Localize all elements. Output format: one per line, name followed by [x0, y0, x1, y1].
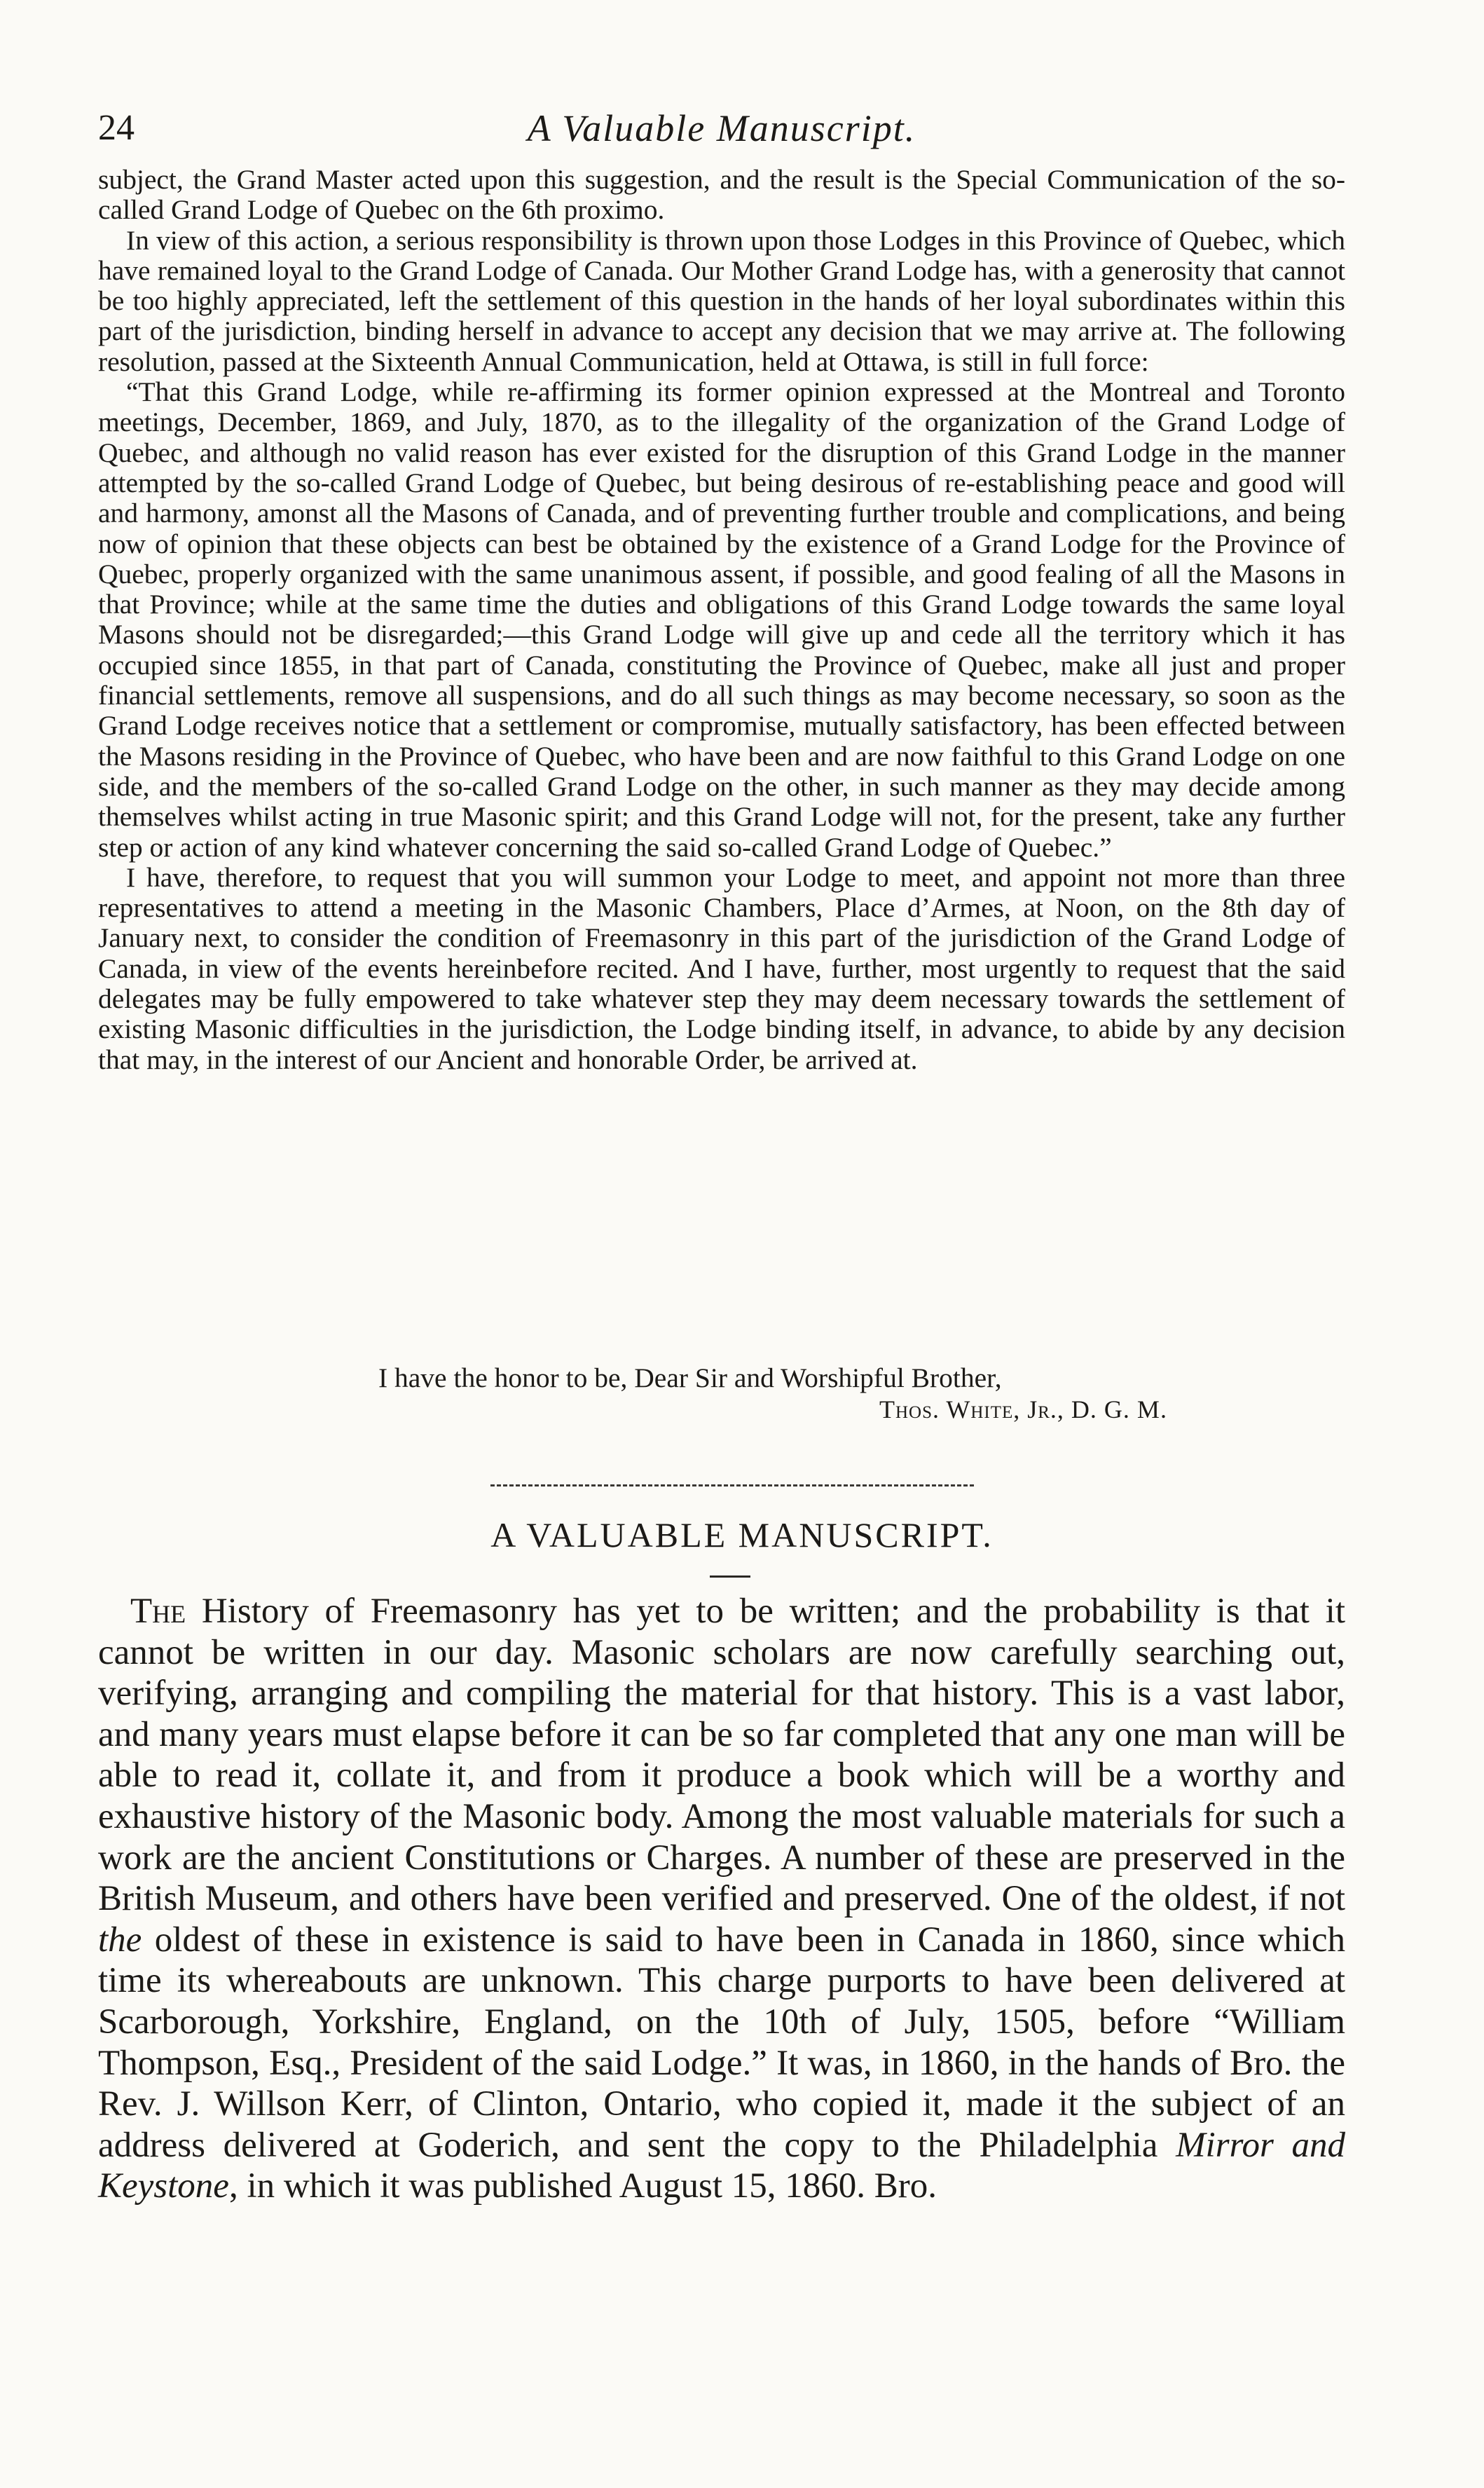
letter-paragraph: I have, therefore, to request that you will summon your Lodge to meet, and appoint not more than three representatives to attend a meeting in the Masonic Chambers, Place d’Armes, at Noon, on the 8th day of January next, to consider the condition of Freemasonry in this part of the jurisdiction of the Grand Lodge of Canada, in view of the events hereinbefore recited. And I have, further, most urgently to request that the said delegates may be fully empowered to take whatever step they may deem necessary towards the settlement of existing Masonic difficulties in the jurisdiction, the Lodge binding itself, in advance, to abide by any decision that may, in the interest of our Ancient and honorable Order, be arrived at. — [98, 861, 1345, 1075]
article-paragraph — [98, 1591, 1345, 2207]
running-title: A Valuable Manuscript. — [527, 107, 916, 149]
article-title: A VALUABLE MANUSCRIPT. — [490, 1515, 994, 1554]
letter-paragraph: subject, the Grand Master acted upon this suggestion, and the result is the Special Communication of the so-called Grand Lodge of Quebec on the 6th proximo. — [98, 164, 1345, 226]
article-text-part: , in which it was published August 15, 1860. Bro. — [228, 2166, 937, 2206]
resolution-quote: “That this Grand Lodge, while re-affirming its former opinion expressed at the Montreal and Toronto meetings, December, 1869, and July, 1870, as to the illegality of the organization of the Grand Lodge of Quebec, and although no valid reason has ever existed for the disruption of this Grand Lodge in the manner attempted by the so-called Grand Lodge of Quebec, but being desirous of re-establishing peace and good will and harmony, amonst all the Masons of Canada, and of preventing further trouble and complications, and being now of opinion that these objects can best be obtained by the existence of a Grand Lodge for the Province of Quebec, properly organized with the same unanimous assent, if possible, and good fealing of all the Masons in that Province; while at the same time the duties and obligations of this Grand Lodge towards the same loyal Masons should not be disregarded;—this Grand Lodge will give up and cede all the territory which it has occupied since 1855, in that part of Canada, constituting the Province of Quebec, make all just and proper financial settlements, remove all suspensions, and do all such things as may become necessary, so soon as the Grand Lodge receives notice that a settlement or compromise, mutually satisfactory, has been effected between the Masons residing in the Province of Quebec, who have been and are now faithful to this Grand Lodge on one side, and the members of the so-called Grand Lodge on the other, in such manner as they may decide among themselves whilst acting in true Masonic spirit; and this Grand Lodge will not, for the present, take any further step or action of any kind whatever concerning the said so-called Grand Lodge of Quebec.” — [98, 376, 1345, 863]
running-head — [98, 97, 1345, 160]
article-body — [98, 1591, 1345, 2207]
emphasized-word: the — [98, 1920, 142, 1960]
title-rule — [710, 1575, 750, 1578]
letter-body — [98, 165, 1345, 1075]
letter-paragraph: In view of this action, a serious responsibility is thrown upon those Lodges in this Province of Quebec, which have remained loyal to the Grand Lodge of Canada. Our Mother Grand Lodge has, with a generosity that cannot be too highly appreciated, left the settlement of this question in the hands of her loyal subordinates within this part of the jurisdiction, binding herself in advance to accept any decision that we may arrive at. The following resolution, passed at the Sixteenth Annual Communication, held at Ottawa, is still in full force: — [98, 224, 1345, 377]
article-text-part: oldest of these in existence is said to have been in Canada in 1860, since which time its whereabouts are unknown. This charge purports to have been delivered at Scarborough, Yorkshire, England, on the 10th of July, 1505, before “William Thompson, Esq., President of the said Lodge.” It was, in 1860, in the hands of Bro. the Rev. J. Willson Kerr, of Clinton, Ontario, who copied it, made it the subject of an address delivered at Goderich, and sent the copy to the Philadelphia — [98, 1920, 1345, 2165]
page-number: 24 — [98, 108, 135, 148]
article-text-part: History of Freemasonry has yet to be written; and the probability is that it cannot be written in our day. Masonic scholars are now carefully searching out, verifying, arranging and compiling the material for that history. This is a vast labor, and many years must elapse before it can be so far completed that any one man will be able to read it, collate it, and from it produce a book which will be a worthy and exhaustive history of the Masonic body. Among the most valuable materials for such a work are the ancient Constitutions or Charges. A number of these are preserved in the British Museum, and others have been verified and preserved. One of the oldest, if not — [98, 1592, 1345, 1919]
lead-word: The — [130, 1592, 186, 1631]
section-divider — [490, 1484, 974, 1486]
letter-signature: Thos. White, Jr., D. G. M. — [879, 1395, 1167, 1423]
letter-closing: I have the honor to be, Dear Sir and Worshipful Brother, — [378, 1362, 1002, 1393]
publication-name: Mirror and Keystone — [98, 2125, 1345, 2206]
